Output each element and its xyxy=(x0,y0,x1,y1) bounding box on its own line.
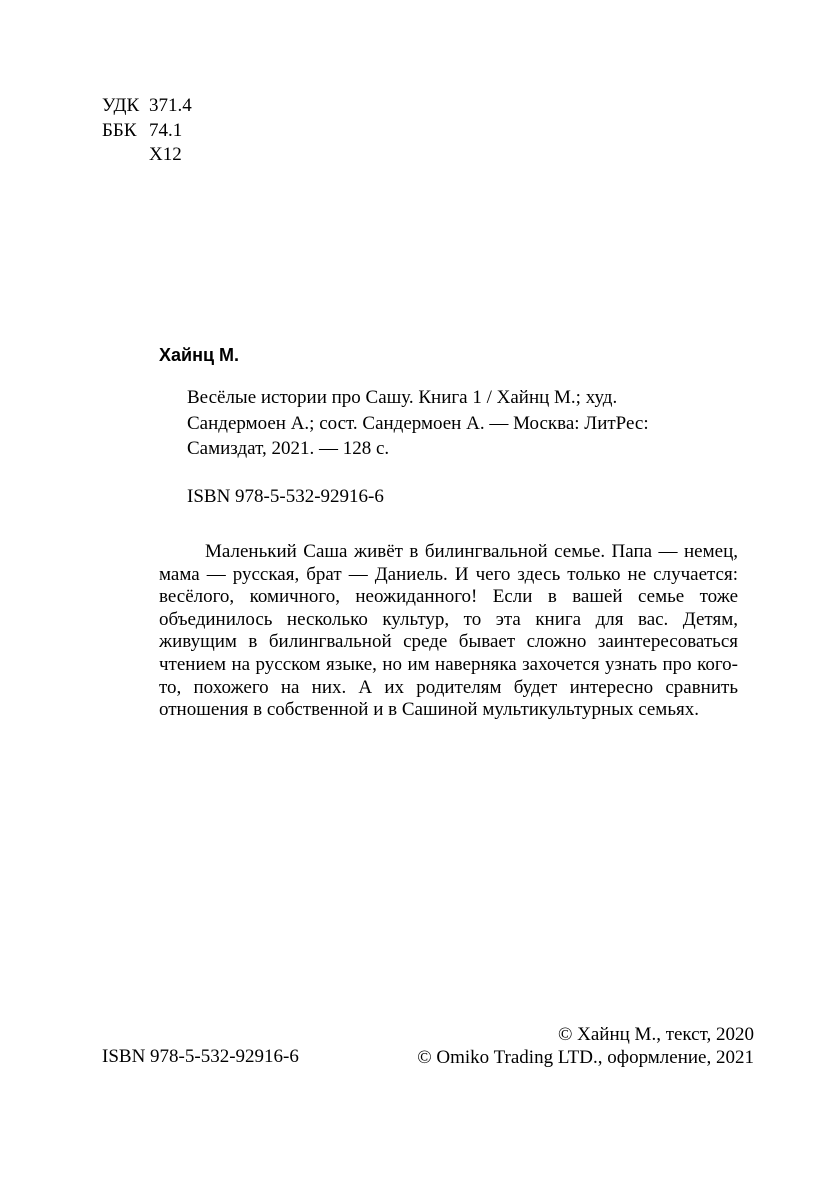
bibliographic-record xyxy=(187,385,667,462)
biblio-line: Весёлые истории про Сашу. Книга 1 / Хайнц М.; худ. xyxy=(187,387,618,408)
footer-isbn: ISBN 978-5-532-92916-6 xyxy=(102,1046,299,1067)
bbk-row xyxy=(102,119,192,144)
author-mark: Х12 xyxy=(149,144,182,165)
udk-label: УДК xyxy=(102,95,140,116)
udk-value: 371.4 xyxy=(149,95,192,116)
biblio-line: Сандермоен А.; сост. Сандермоен А. — Москва: ЛитРес: xyxy=(187,412,649,434)
author-mark-row xyxy=(102,143,192,168)
biblio-line: Самиздат, 2021. — 128 с. xyxy=(187,438,390,459)
annotation-paragraph: Маленький Саша живёт в билингвальной семье. Папа — немец, мама — русская, брат — Даниель. И чего здесь только не случается: весёлого, комичного, неожиданного! Если в вашей семье тоже объединилось несколько культур, то эта книга для вас. Детям, живущим в билингвальной среде бывает сложно заинтересоваться чтением на русском языке, но им наверняка захочется узнать про кого-то, похожего на них. А их родителям будет интересно сравнить отношения в собственной и в Сашиной мультикультурных семьях. xyxy=(159,541,738,721)
classification-block xyxy=(102,94,192,168)
copyright-text-line: © Хайнц М., текст, 2020 xyxy=(557,1024,754,1045)
udk-row xyxy=(102,94,192,119)
author-heading: Хайнц М. xyxy=(159,345,240,365)
copyright-design-line: © Omiko Trading LTD., оформление, 2021 xyxy=(417,1047,754,1068)
bbk-label: ББК xyxy=(102,119,137,141)
bbk-value: 74.1 xyxy=(149,119,183,141)
copyright-block xyxy=(417,1023,754,1069)
isbn: ISBN 978-5-532-92916-6 xyxy=(187,486,384,507)
